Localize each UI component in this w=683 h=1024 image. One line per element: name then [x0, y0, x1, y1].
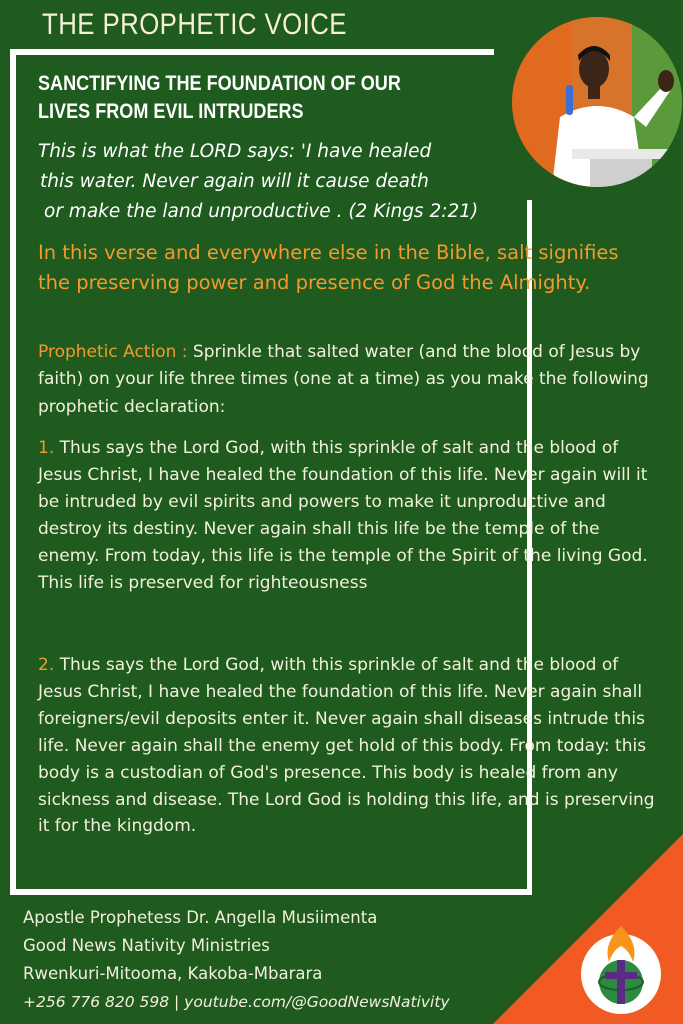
contact-info: +256 776 820 598 | youtube.com/@GoodNewsNativity: [23, 993, 450, 1011]
frame-left-border: [10, 49, 16, 895]
verse-line: or make the land unproductive . (2 Kings 2:21): [44, 201, 479, 222]
frame-bottom-border: [10, 889, 532, 895]
action-label: Prophetic Action :: [38, 342, 188, 362]
salt-note: In this verse and everywhere else in the Bible, salt signifies the preserving power and presence of God the Almighty.: [38, 241, 619, 294]
action-text: Sprinkle that salted water (and the blood of Jesus by faith) on your life three times (one at a time) as you make the following prophetic declaration:: [38, 342, 649, 417]
verse-line: this water. Never again will it cause death: [40, 171, 429, 192]
prophetic-action: [38, 339, 658, 421]
declaration-text: Thus says the Lord God, with this sprinkle of salt and the blood of Jesus Christ, I have healed the foundation of this life. Never again shall foreigners/evil deposits enter it. Never again shall diseases intrude this life. Never again shall the enemy get hold of this body. From today: this body is a custodian of God's presence. This body is healed from any sickness and disease. The Lord God is holding this life, and is preserving it for the kingdom.: [38, 655, 655, 837]
verse-line: This is what the LORD says: 'I have healed: [38, 141, 432, 162]
scripture-verse: [38, 137, 538, 227]
declaration-text: Thus says the Lord God, with this sprinkle of salt and the blood of Jesus Christ, I have healed the foundation of this life. Never again will it be intruded by evil spirits and powers to make it unproductive and destroy its destiny. Never again shall this life be the temple of the enemy. From today, this life is the temple of the Spirit of the living God. This life is preserved for righteousness: [38, 438, 648, 593]
author-name: Apostle Prophetess Dr. Angella Musiimenta: [23, 908, 378, 927]
ministry-name: Good News Nativity Ministries: [23, 936, 270, 955]
declaration-number: 2.: [38, 655, 55, 675]
footer: [23, 904, 543, 1016]
frame-top-border: [10, 49, 494, 55]
declaration-2: [38, 652, 663, 840]
ministry-location: Rwenkuri-Mitooma, Kakoba-Mbarara: [23, 964, 323, 983]
corner-logo: [493, 834, 683, 1024]
page-title: SANCTIFYING THE FOUNDATION OF OUR LIVES FROM EVIL INTRUDERS: [38, 72, 401, 123]
declaration-1: [38, 435, 663, 596]
brand-title: THE PROPHETIC VOICE: [42, 8, 347, 41]
declaration-number: 1.: [38, 438, 55, 458]
